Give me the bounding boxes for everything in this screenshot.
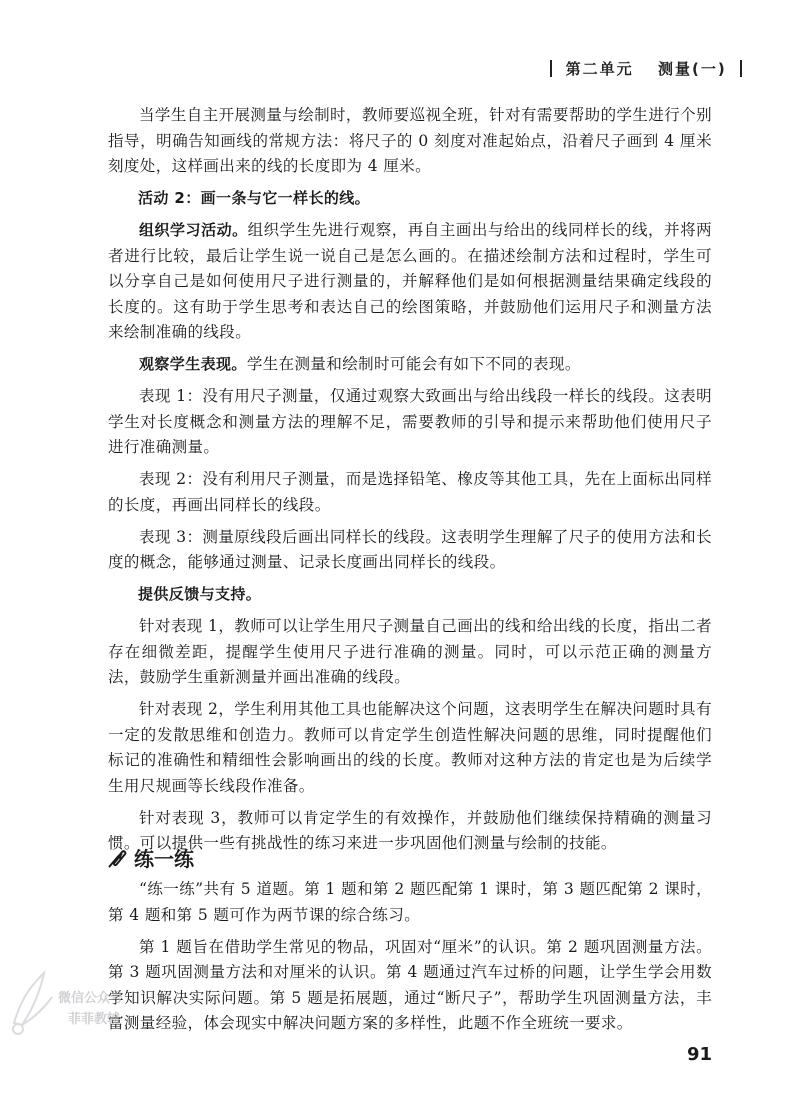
paragraph-organize <box>108 218 712 346</box>
organize-text: 组织学生先进行观察，再自主画出与给出的线同样长的线，并将两者进行比较，最后让学生说一说自己是怎么画的。在描述绘制方法和过程时，学生可以分享自己是如何使用尺子进行测量的，并解释他们是如何根据测量结果确定线段的长度的。这有助于学生思考和表达自己的绘图策略，并鼓励他们运用尺子和测量方法来绘制准确的线段。 <box>108 221 712 341</box>
paragraph-feedback-2: 针对表现 2，学生利用其他工具也能解决这个问题，这表明学生在解决问题时具有一定的发散思维和创造力。教师可以肯定学生创造性解决问题的思维，同时提醒他们标记的准确性和精细性会影响画出的线的长度。教师对这种方法的肯定也是为后续学生用尺规画等长线段作准备。 <box>108 700 712 795</box>
paragraph-observe <box>108 352 712 378</box>
observe-text: 学生在测量和绘制时可能会有如下不同的表现。 <box>246 355 581 373</box>
page-number: 91 <box>686 1044 712 1065</box>
header-left-bar <box>550 60 552 77</box>
watermark-line-1: 微信公众号 <box>58 991 124 1006</box>
paragraph-behavior-1: 表现 1：没有用尺子测量，仅通过观察大致画出与给出线段一样长的线段。这表明学生对长度概念和测量方法的理解不足，需要教师的引导和提示来帮助他们使用尺子进行准确测量。 <box>108 387 712 456</box>
watermark-line-2: 菲菲教辅 <box>68 1012 121 1027</box>
practice-paragraph-1: “练一练”共有 5 道题。第 1 题和第 2 题匹配第 1 课时，第 3 题匹配第 2 课时，第 4 题和第 5 题可作为两节课的综合练习。 <box>108 880 712 924</box>
header-right-bar <box>740 60 742 77</box>
paragraph-feedback-1: 针对表现 1，教师可以让学生用尺子测量自己画出的线和给出线的长度，指出二者存在细微差距，提醒学生使用尺子进行准确的测量。同时，可以示范正确的测量方法，鼓励学生重新测量并画出准确的线段。 <box>108 617 712 686</box>
practice-content <box>108 877 712 1043</box>
header-title: 测量(一) <box>658 60 727 78</box>
practice-paragraph-2: 第 1 题旨在借助学生常见的物品，巩固对“厘米”的认识。第 2 题巩固测量方法。第 3 题巩固测量方法和对厘米的认识。第 4 题通过汽车过桥的问题，让学生学会用数学知识解决实际问题。第 5 题是拓展题，通过“断尺子”，帮助学生巩固测量方法，丰富测量经验，体会现实中解决问题方案的多样性，此题不作全班统一要求。 <box>108 937 712 1032</box>
main-content <box>108 103 712 863</box>
running-header <box>544 58 748 79</box>
paragraph-feedback-3: 针对表现 3，教师可以肯定学生的有效操作，并鼓励他们继续保持精确的测量习惯。可以提供一些有挑战性的练习来进一步巩固他们测量与绘制的技能。 <box>108 808 712 852</box>
watermark <box>6 963 136 1053</box>
header-unit: 第二单元 <box>565 60 634 78</box>
paperclip-icon <box>106 846 130 870</box>
paragraph-behavior-3: 表现 3：测量原线段后画出同样长的线段。这表明学生理解了尺子的使用方法和长度的概念，能够通过测量、记录长度画出同样长的线段。 <box>108 527 712 571</box>
section-title-text: 练一练 <box>134 847 194 871</box>
paragraph-intro: 当学生自主开展测量与绘制时，教师要巡视全班，针对有需要帮助的学生进行个别指导，明确告知画线的常规方法：将尺子的 0 刻度对准起始点，沿着尺子画到 4 厘米刻度处，这样画出来的线的长度即为 4 厘米。 <box>108 106 712 175</box>
watermark-logo <box>6 963 66 1043</box>
paragraph-behavior-2: 表现 2：没有利用尺子测量，而是选择铅笔、橡皮等其他工具，先在上面标出同样的长度，再画出同样长的线段。 <box>108 470 712 514</box>
section-title-practice <box>106 843 194 872</box>
activity-2-heading: 活动 2：画一条与它一样长的线。 <box>138 189 371 207</box>
feedback-heading: 提供反馈与支持。 <box>138 585 262 603</box>
observe-label: 观察学生表现。 <box>139 355 247 373</box>
organize-label: 组织学习活动。 <box>139 221 248 239</box>
